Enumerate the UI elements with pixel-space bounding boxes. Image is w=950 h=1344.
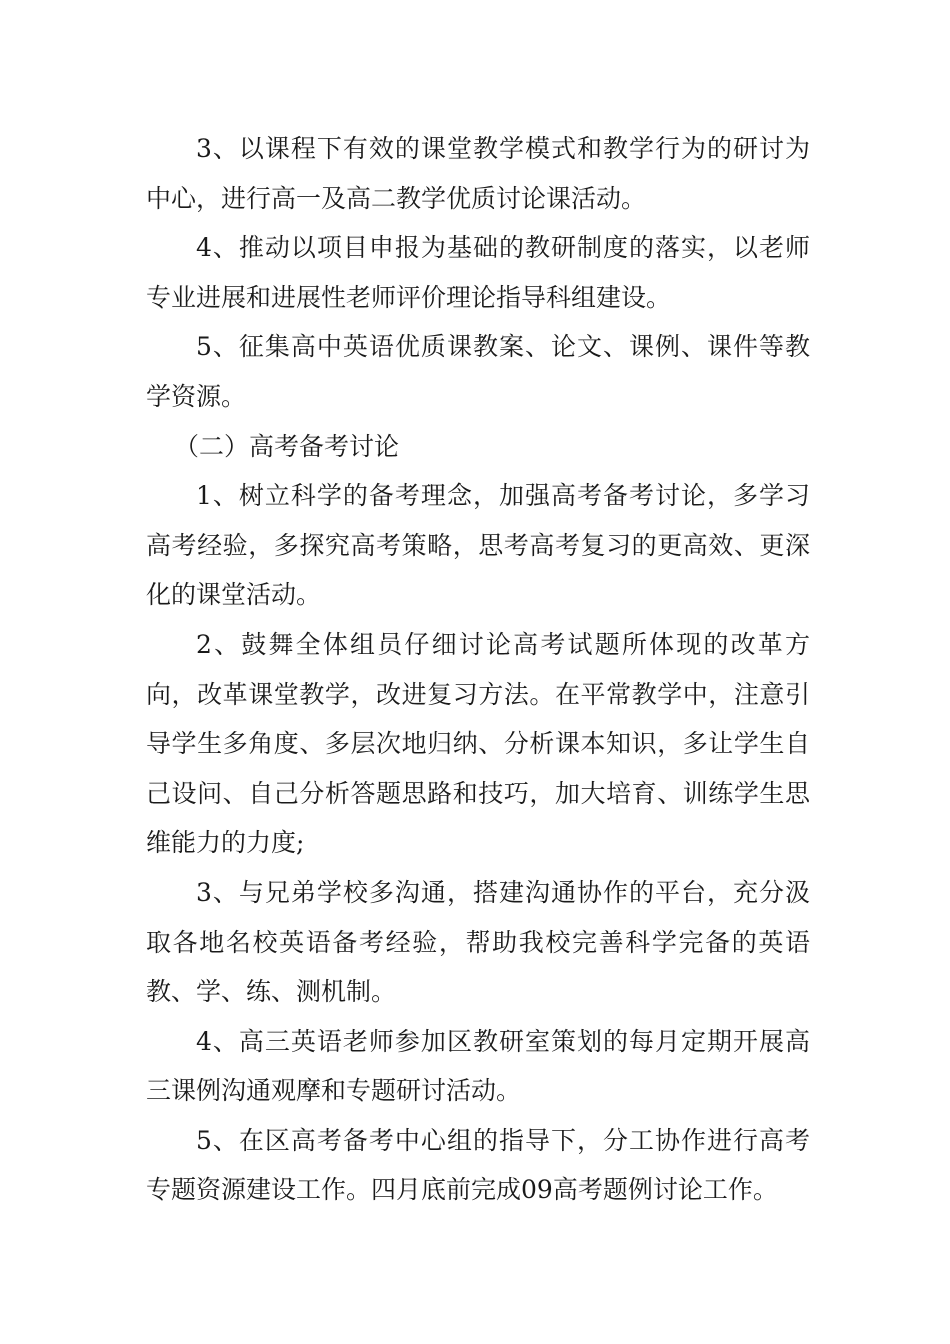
paragraph-item-4-research-system: 4、推动以项目申报为基础的教研制度的落实，以老师专业进展和进展性老师评价理论指导科组建设。 — [146, 233, 810, 312]
paragraph-item-5-resources: 5、征集高中英语优质课教案、论文、课例、课件等教学资源。 — [146, 332, 810, 411]
paragraph-item-4-observation: 4、高三英语老师参加区教研室策划的每月定期开展高三课例沟通观摩和专题研讨活动。 — [146, 1026, 810, 1106]
document-body — [146, 124, 810, 1215]
paragraph-item-1-exam-concept: 1、树立科学的备考理念，加强高考备考讨论，多学习高考经验，多探究高考策略，思考高考复习的更高效、更深化的课堂活动。 — [146, 481, 810, 610]
paragraph-item-5-topic-resources: 5、在区高考备考中心组的指导下，分工协作进行高考专题资源建设工作。四月底前完成09高考题例讨论工作。 — [146, 1125, 810, 1205]
paragraph-item-3-teaching-model: 3、以课程下有效的课堂教学模式和教学行为的研讨为中心，进行高一及高二教学优质讨论课活动。 — [146, 134, 810, 213]
paragraph-item-3-school-exchange: 3、与兄弟学校多沟通，搭建沟通协作的平台，充分汲取各地名校英语备考经验，帮助我校完善科学完备的英语教、学、练、测机制。 — [146, 877, 810, 1007]
paragraph-item-2-exam-reform: 2、鼓舞全体组员仔细讨论高考试题所体现的改革方向，改革课堂教学，改进复习方法。在平常教学中，注意引导学生多角度、多层次地归纳、分析课本知识，多让学生自己设问、自己分析答题思路和技巧，加大培育、训练学生思维能力的力度; — [146, 629, 810, 858]
section-heading: （二）高考备考讨论 — [174, 431, 400, 461]
